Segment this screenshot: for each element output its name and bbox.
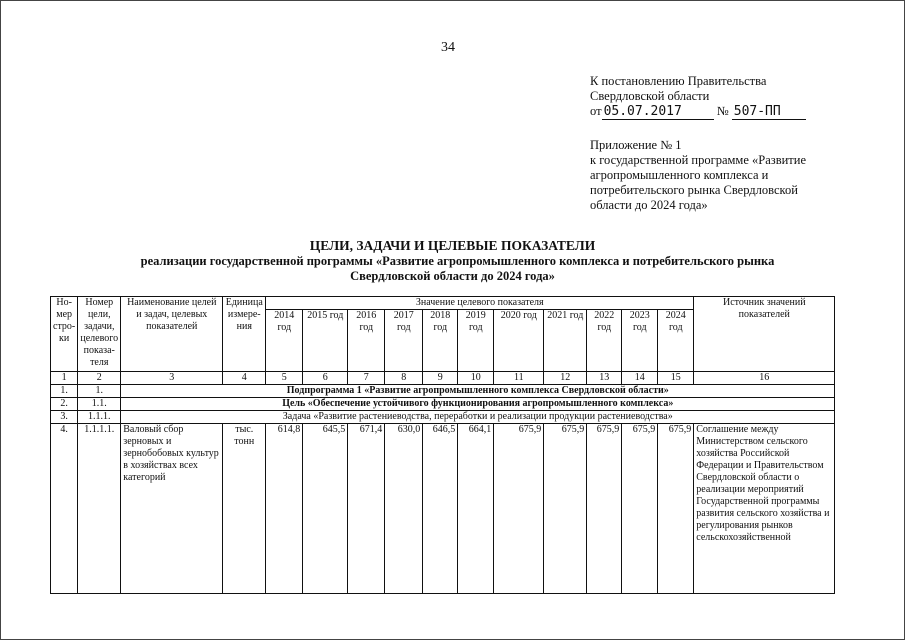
goal-row [51,398,835,411]
column-number: 12 [544,372,587,385]
column-number: 6 [303,372,348,385]
indicator-value: 675,9 [544,424,587,594]
header-name: Наименование целей и задач, целевых показателей [121,297,223,372]
indicator-source: Соглашение между Министерством сельского хозяйства Российской Федерации и Правительством Свердловской области о реализации мероприятий Государственной программы развития сельского хозяйства и регулирования рынков сельскохозяйственной [694,424,835,594]
row-number: 4. [51,424,78,594]
indicator-value: 646,5 [423,424,458,594]
column-number: 8 [385,372,423,385]
row-number: 3. [51,411,78,424]
row-code: 1.1. [78,398,121,411]
column-number: 1 [51,372,78,385]
indicator-value: 630,0 [385,424,423,594]
indicator-value: 675,9 [658,424,694,594]
row-code: 1.1.1.1. [78,424,121,594]
header-year: 2022 год [587,310,622,372]
column-number: 9 [423,372,458,385]
header-row-no: Но-мер стро-ки [51,297,78,372]
document-title: ЦЕЛИ, ЗАДАЧИ И ЦЕЛЕВЫЕ ПОКАЗАТЕЛИ [309,238,596,253]
indicators-table [50,296,835,594]
document-subtitle-2: Свердловской области до 2024 года» [350,269,555,283]
header-year: 2021 год [544,310,587,372]
subprogram-row [51,385,835,398]
row-number: 2. [51,398,78,411]
header-goal-no: Номер цели, задачи, целевого показа-теля [78,297,121,372]
resolution-from: от [590,104,602,118]
indicator-value: 675,9 [494,424,544,594]
column-number: 2 [78,372,121,385]
task-row [51,411,835,424]
indicator-value: 675,9 [622,424,658,594]
column-numbers-row [51,372,835,385]
header-year: 2023 год [622,310,658,372]
header-row-1 [51,297,835,310]
column-number: 4 [223,372,266,385]
column-number: 16 [694,372,835,385]
indicator-name: Валовый сбор зерновых и зернобобовых культур в хозяйствах всех категорий [121,424,223,594]
subprogram-title: Подпрограмма 1 «Развитие агропромышленного комплекса Свердловской области» [121,385,835,398]
indicator-unit: тыс. тонн [223,424,266,594]
task-title: Задача «Развитие растениеводства, переработки и реализации продукции растениеводства» [121,411,835,424]
resolution-reference [590,74,806,120]
column-number: 10 [458,372,494,385]
resolution-line-1: К постановлению Правительства [590,74,767,88]
column-number: 14 [622,372,658,385]
appendix-block [590,138,830,213]
column-number: 11 [494,372,544,385]
header-year: 2020 год [494,310,544,372]
header-year: 2014 год [266,310,303,372]
resolution-number: 507-ПП [732,104,806,120]
header-source: Источник значений показателей [694,297,835,372]
row-code: 1. [78,385,121,398]
column-number: 5 [266,372,303,385]
header-values-group: Значение целевого показателя [266,297,694,310]
appendix-text: к государственной программе «Развитие агропромышленного комплекса и потребительского рынка Свердловской области до 2024 года» [590,153,806,212]
header-year: 2019 год [458,310,494,372]
indicator-value: 675,9 [587,424,622,594]
row-number: 1. [51,385,78,398]
resolution-no: № [716,104,729,118]
column-number: 3 [121,372,223,385]
indicator-value: 664,1 [458,424,494,594]
header-year: 2017 год [385,310,423,372]
header-year: 2016 год [348,310,385,372]
document-subtitle-1: реализации государственной программы «Развитие агропромышленного комплекса и потребительского рынка [140,254,775,268]
resolution-date-line [590,104,806,120]
indicator-value: 645,5 [303,424,348,594]
page-number: 34 [441,40,455,55]
header-unit: Единица измере-ния [223,297,266,372]
header-year: 2018 год [423,310,458,372]
column-number: 15 [658,372,694,385]
row-code: 1.1.1. [78,411,121,424]
resolution-date: 05.07.2017 [602,104,714,120]
indicator-value: 671,4 [348,424,385,594]
column-number: 7 [348,372,385,385]
header-year: 2024 год [658,310,694,372]
header-year: 2015 год [303,310,348,372]
resolution-line-2: Свердловской области [590,89,710,103]
appendix-title: Приложение № 1 [590,138,682,152]
goal-title: Цель «Обеспечение устойчивого функционирования агропромышленного комплекса» [121,398,835,411]
indicator-value: 614,8 [266,424,303,594]
column-number: 13 [587,372,622,385]
indicator-row [51,424,835,594]
